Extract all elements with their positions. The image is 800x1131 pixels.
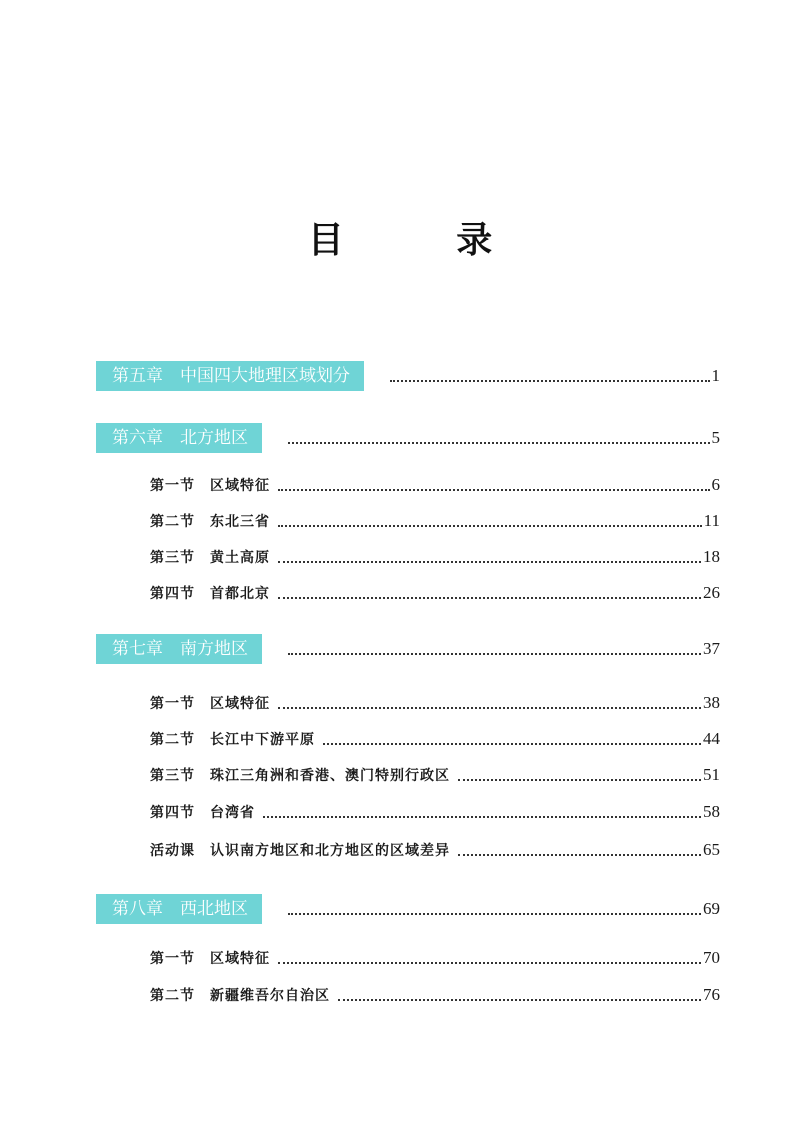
page-number: 38	[703, 693, 720, 712]
page-number: 70	[703, 948, 720, 967]
toc-section-row[interactable]	[150, 691, 720, 715]
dot-leader	[278, 489, 710, 491]
toc-chapter-row[interactable]	[96, 423, 720, 453]
dot-leader	[278, 597, 701, 599]
section-label: 第一节 区域特征	[150, 696, 270, 712]
dot-leader	[323, 743, 701, 745]
page-number: 6	[711, 475, 720, 494]
toc-section-row[interactable]	[150, 800, 720, 824]
toc-section-row[interactable]	[150, 473, 720, 497]
toc-section-row[interactable]	[150, 946, 720, 970]
page-number: 65	[703, 840, 720, 859]
toc-chapter-row[interactable]	[96, 361, 720, 391]
page-number: 69	[703, 899, 720, 918]
toc-section-row[interactable]	[150, 545, 720, 569]
section-label: 第二节 东北三省	[150, 514, 270, 530]
page-number: 44	[703, 729, 720, 748]
dot-leader	[278, 707, 701, 709]
page-number: 11	[703, 511, 720, 530]
page-number: 18	[703, 547, 720, 566]
dot-leader	[263, 816, 701, 818]
page-number: 76	[703, 985, 720, 1004]
dot-leader	[278, 962, 701, 964]
toc-section-row[interactable]	[150, 727, 720, 751]
section-label: 第四节 首都北京	[150, 586, 270, 602]
toc-section-row[interactable]	[150, 838, 720, 862]
page-number: 37	[703, 639, 720, 658]
dot-leader	[288, 913, 701, 915]
dot-leader	[278, 561, 701, 563]
section-label: 第三节 珠江三角洲和香港、澳门特别行政区	[150, 768, 450, 784]
section-label: 第二节 新疆维吾尔自治区	[150, 988, 330, 1004]
page-number: 1	[711, 366, 720, 385]
section-label: 活动课 认识南方地区和北方地区的区域差异	[150, 843, 450, 859]
dot-leader	[458, 854, 701, 856]
page-number: 58	[703, 802, 720, 821]
dot-leader	[288, 653, 701, 655]
toc-chapter-row[interactable]	[96, 894, 720, 924]
chapter-label: 第六章 北方地区	[96, 423, 262, 453]
toc-section-row[interactable]	[150, 581, 720, 605]
chapter-label: 第五章 中国四大地理区域划分	[96, 361, 364, 391]
section-label: 第一节 区域特征	[150, 951, 270, 967]
dot-leader	[278, 525, 702, 527]
page-number: 26	[703, 583, 720, 602]
toc-chapter-row[interactable]	[96, 634, 720, 664]
section-label: 第二节 长江中下游平原	[150, 732, 315, 748]
dot-leader	[390, 380, 710, 382]
toc-section-row[interactable]	[150, 509, 720, 533]
dot-leader	[458, 779, 701, 781]
section-label: 第四节 台湾省	[150, 805, 255, 821]
section-label: 第三节 黄土高原	[150, 550, 270, 566]
chapter-label: 第七章 南方地区	[96, 634, 262, 664]
toc-section-row[interactable]	[150, 763, 720, 787]
page-title: 目 录	[307, 219, 543, 261]
toc-section-row[interactable]	[150, 983, 720, 1007]
dot-leader	[288, 442, 710, 444]
page-number: 5	[711, 428, 720, 447]
page-number: 51	[703, 765, 720, 784]
chapter-label: 第八章 西北地区	[96, 894, 262, 924]
section-label: 第一节 区域特征	[150, 478, 270, 494]
dot-leader	[338, 999, 701, 1001]
